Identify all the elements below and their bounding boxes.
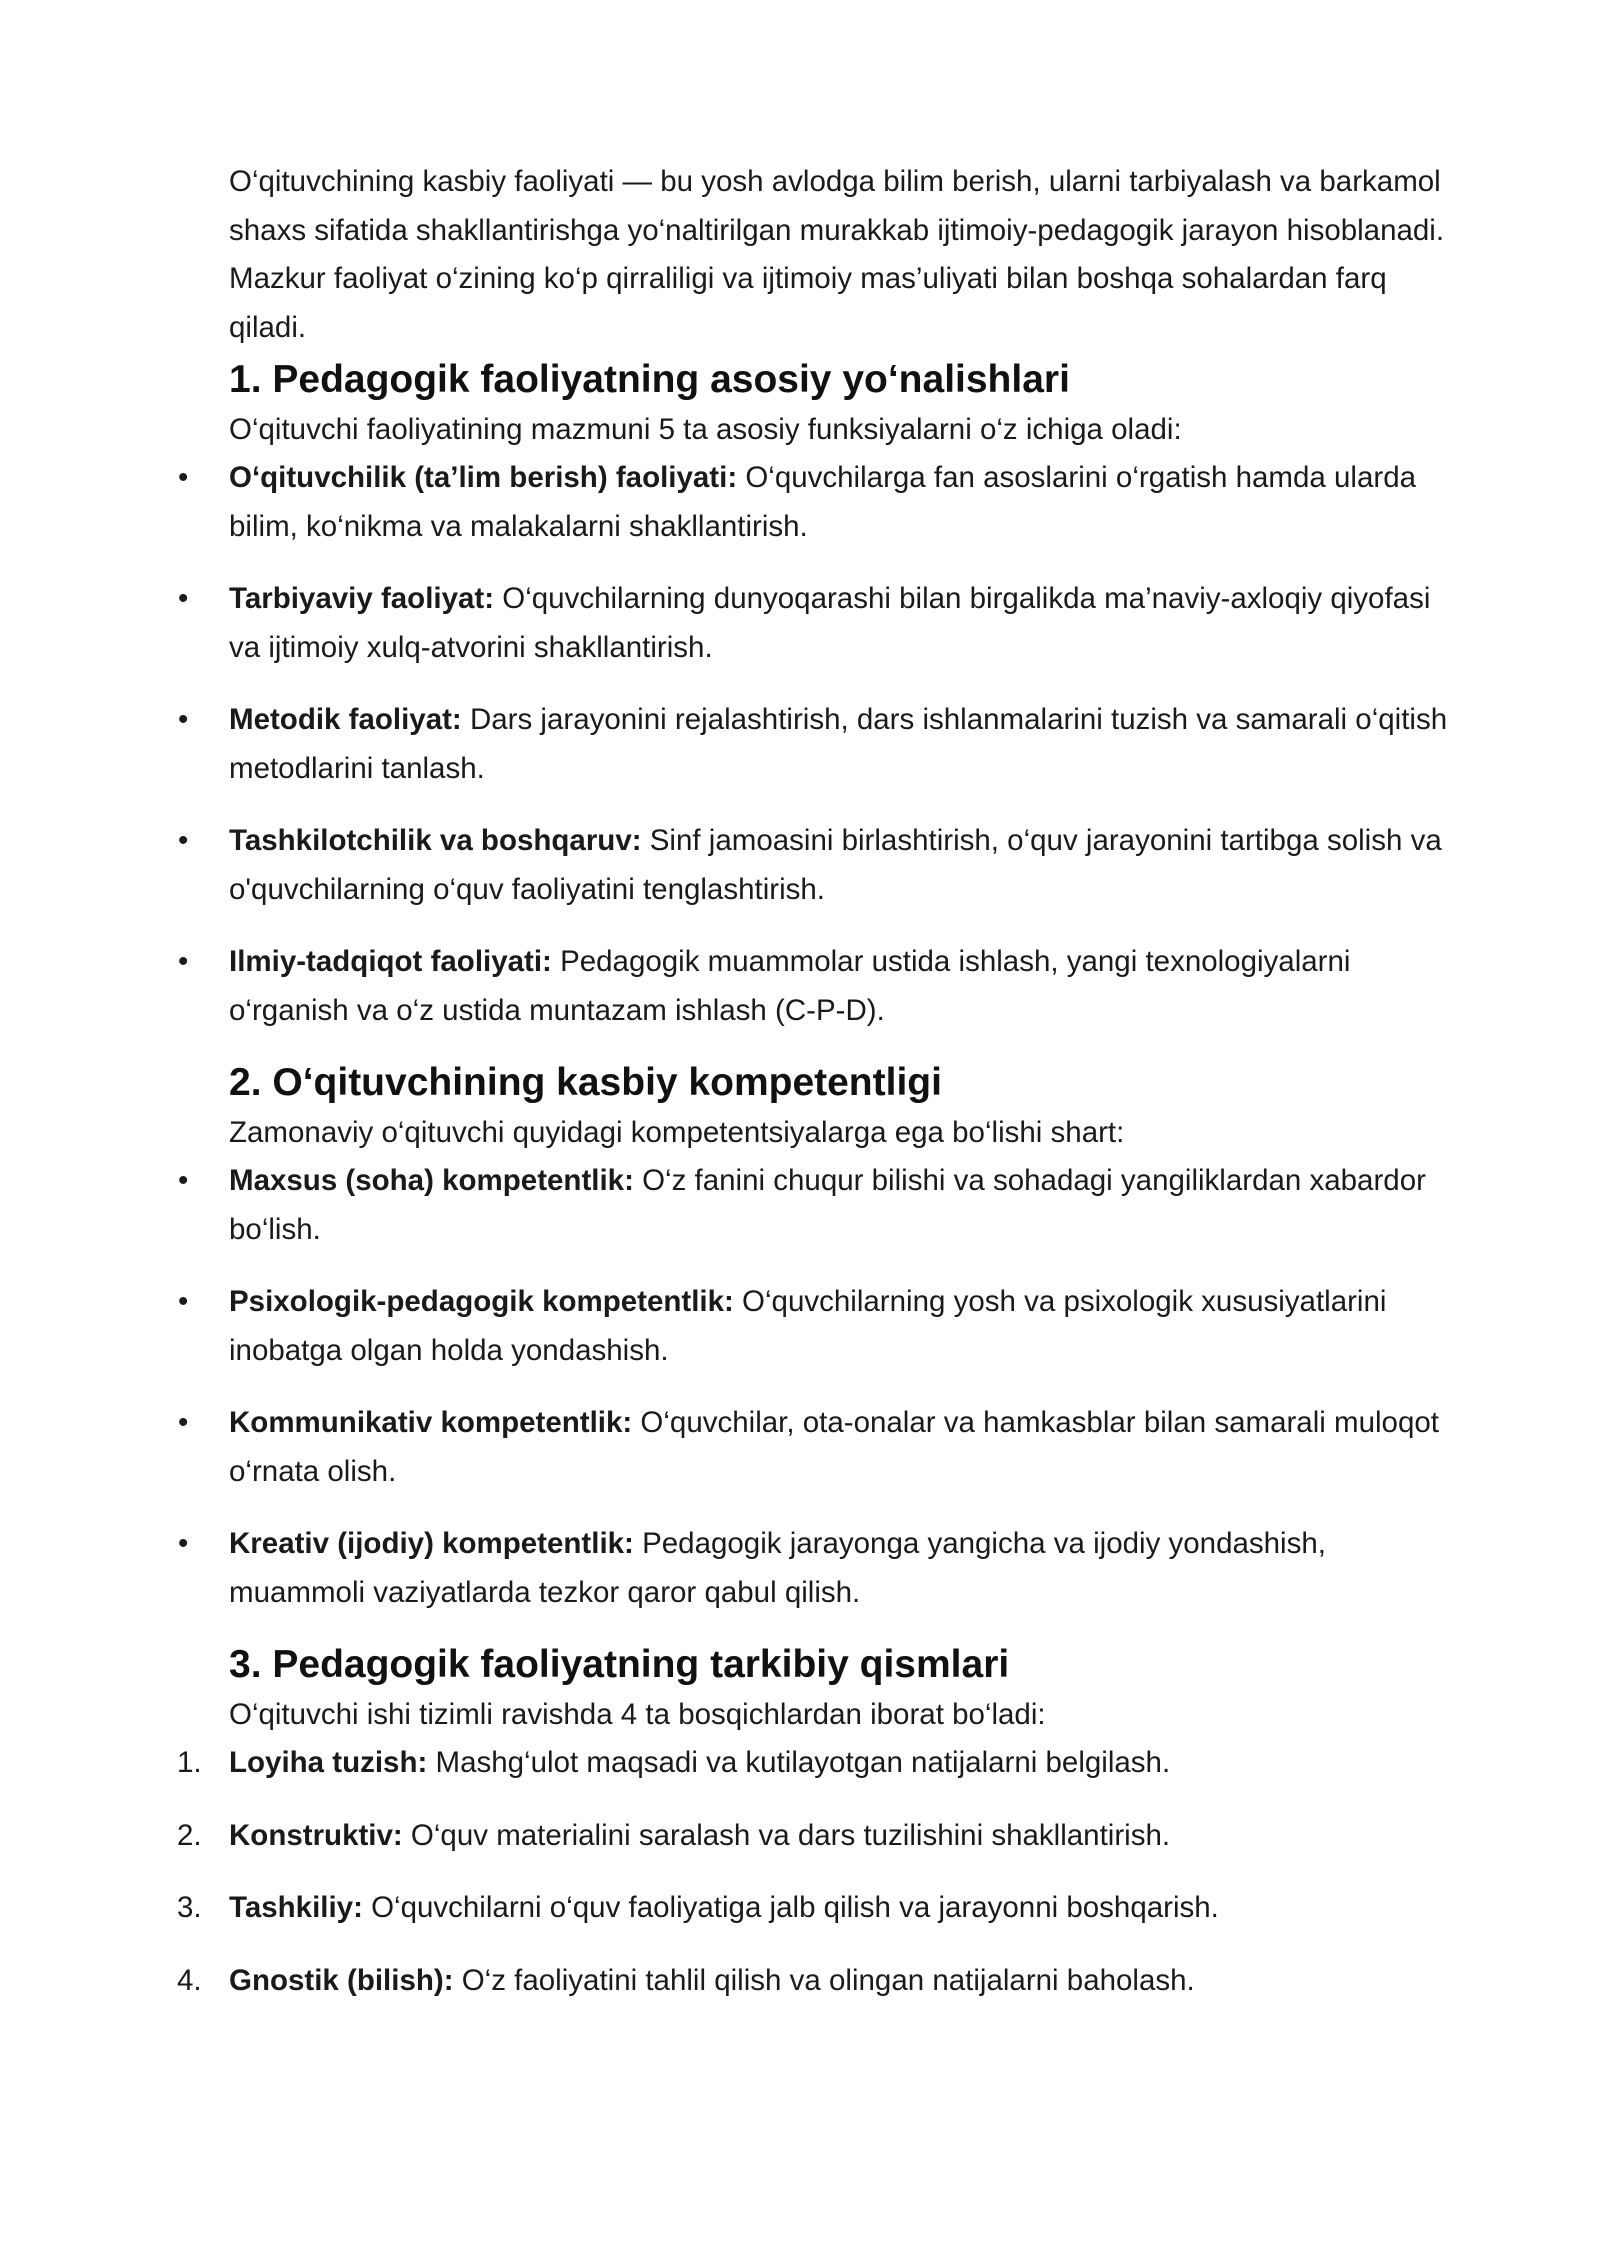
- bullet-icon: •: [178, 1406, 189, 1439]
- list-item: [178, 1399, 1469, 1496]
- list-item: [177, 1739, 1469, 1788]
- list-item: [178, 1520, 1469, 1617]
- item-text: Sinf jamoasini birlashtirish, o‘quv jarayonini tartibga solish va o'quvchilarning o‘quv faoliyatini tenglashtirish.: [229, 824, 1442, 906]
- section-2-bullet-list: [178, 1157, 1469, 1617]
- bullet-icon: •: [178, 461, 189, 494]
- bullet-icon: •: [178, 1285, 189, 1318]
- list-item: [178, 1157, 1469, 1254]
- section-1-bullet-list: [178, 454, 1469, 1035]
- item-term: Metodik faoliyat:: [229, 703, 462, 736]
- item-term: Konstruktiv:: [229, 1818, 403, 1852]
- intro-paragraph: O‘qituvchining kasbiy faoliyati — bu yosh avlodga bilim berish, ularni tarbiyalash va barkamol shaxs sifatida shakllantirishga yo‘naltirilgan murakkab ijtimoiy-pedagogik jarayon hisoblanadi. Mazkur faoliyat o‘zining ko‘p qirraliligi va ijtimoiy mas’uliyati bilan boshqa sohalardan farq qiladi.: [229, 165, 1445, 344]
- list-item: [177, 1957, 1469, 2006]
- section-spacer: [229, 1617, 1469, 1639]
- list-item: [178, 696, 1469, 793]
- item-text: O‘z fanini chuqur bilishi va sohadagi yangiliklardan xabardor bo‘lish.: [229, 1164, 1426, 1246]
- list-item: [177, 1884, 1469, 1933]
- list-item: [178, 1278, 1469, 1375]
- item-text: O‘quvchilarni o‘quv faoliyatiga jalb qilish va jarayonni boshqarish.: [362, 1891, 1219, 1924]
- item-number: 2.: [177, 1818, 202, 1852]
- section-3-lead: O‘qituvchi ishi tizimli ravishda 4 ta bosqichlardan iborat bo‘ladi:: [229, 1698, 1046, 1731]
- list-item: [178, 575, 1469, 672]
- section-spacer: [229, 1035, 1469, 1057]
- item-term: Kommunikativ kompetentlik:: [229, 1406, 633, 1439]
- section-1-heading: 1. Pedagogik faoliyatning asosiy yo‘nalishlari: [229, 358, 1070, 401]
- bullet-icon: •: [178, 582, 189, 615]
- list-item: [178, 454, 1469, 551]
- item-text: O‘quv materialini saralash va dars tuzilishini shakllantirish.: [402, 1818, 1171, 1852]
- item-text: O‘quvchilar, ota-onalar va hamkasblar bilan samarali muloqot o‘rnata olish.: [229, 1406, 1439, 1488]
- list-item: [177, 1812, 1469, 1861]
- section-3-numbered-list: [177, 1739, 1469, 2005]
- item-text: O‘quvchilarning dunyoqarashi bilan birgalikda ma’naviy-axloqiy qiyofasi va ijtimoiy xulq-atvorini shakllantirish.: [229, 582, 1431, 664]
- item-term: Ilmiy-tadqiqot faoliyati:: [229, 945, 552, 978]
- list-item: [178, 938, 1469, 1035]
- item-term: Loyiha tuzish:: [229, 1746, 428, 1779]
- item-term: Tarbiyaviy faoliyat:: [229, 582, 495, 615]
- item-text: O‘quvchilarga fan asoslarini o‘rgatish hamda ularda bilim, ko‘nikma va malakalarni shakllantirish.: [229, 461, 1417, 543]
- list-item: [178, 817, 1469, 914]
- bullet-icon: •: [178, 945, 189, 978]
- bullet-icon: •: [178, 824, 189, 857]
- item-text: O‘z faoliyatini tahlil qilish va olingan natijalarni baholash.: [453, 1963, 1195, 1997]
- bullet-icon: •: [178, 1527, 189, 1560]
- bullet-icon: •: [178, 703, 189, 736]
- section-1-lead: O‘qituvchi faoliyatining mazmuni 5 ta asosiy funksiyalarni o‘z ichiga oladi:: [229, 413, 1182, 446]
- item-number: 3.: [177, 1891, 202, 1924]
- item-term: Kreativ (ijodiy) kompetentlik:: [229, 1527, 634, 1560]
- item-text: Mashg‘ulot maqsadi va kutilayotgan natijalarni belgilash.: [427, 1746, 1171, 1779]
- item-term: Psixologik-pedagogik kompetentlik:: [229, 1285, 734, 1318]
- section-2-lead: Zamonaviy o‘qituvchi quyidagi kompetentsiyalarga ega bo‘lishi shart:: [229, 1116, 1125, 1149]
- bullet-icon: •: [178, 1164, 189, 1197]
- item-text: Pedagogik jarayonga yangicha va ijodiy yondashish, muammoli vaziyatlarda tezkor qaror qabul qilish.: [229, 1527, 1326, 1609]
- item-number: 1.: [177, 1746, 202, 1779]
- item-term: Maxsus (soha) kompetentlik:: [229, 1164, 634, 1197]
- item-term: O‘qituvchilik (ta’lim berish) faoliyati:: [229, 461, 738, 494]
- item-number: 4.: [177, 1963, 202, 1997]
- item-term: Tashkilotchilik va boshqaruv:: [229, 824, 642, 857]
- item-text: Pedagogik muammolar ustida ishlash, yangi texnologiyalarni o‘rganish va o‘z ustida muntazam ishlash (C-P-D).: [229, 945, 1351, 1027]
- section-3-heading: 3. Pedagogik faoliyatning tarkibiy qismlari: [229, 1643, 1010, 1686]
- item-text: O‘quvchilarning yosh va psixologik xususiyatlarini inobatga olgan holda yondashish.: [229, 1285, 1387, 1367]
- item-term: Gnostik (bilish):: [229, 1963, 454, 1997]
- item-term: Tashkiliy:: [229, 1891, 363, 1924]
- item-text: Dars jarayonini rejalashtirish, dars ishlanmalarini tuzish va samarali o‘qitish metodlarini tanlash.: [229, 703, 1448, 785]
- section-2-heading: 2. O‘qituvchining kasbiy kompetentligi: [229, 1061, 942, 1104]
- document-page: [177, 158, 1469, 2005]
